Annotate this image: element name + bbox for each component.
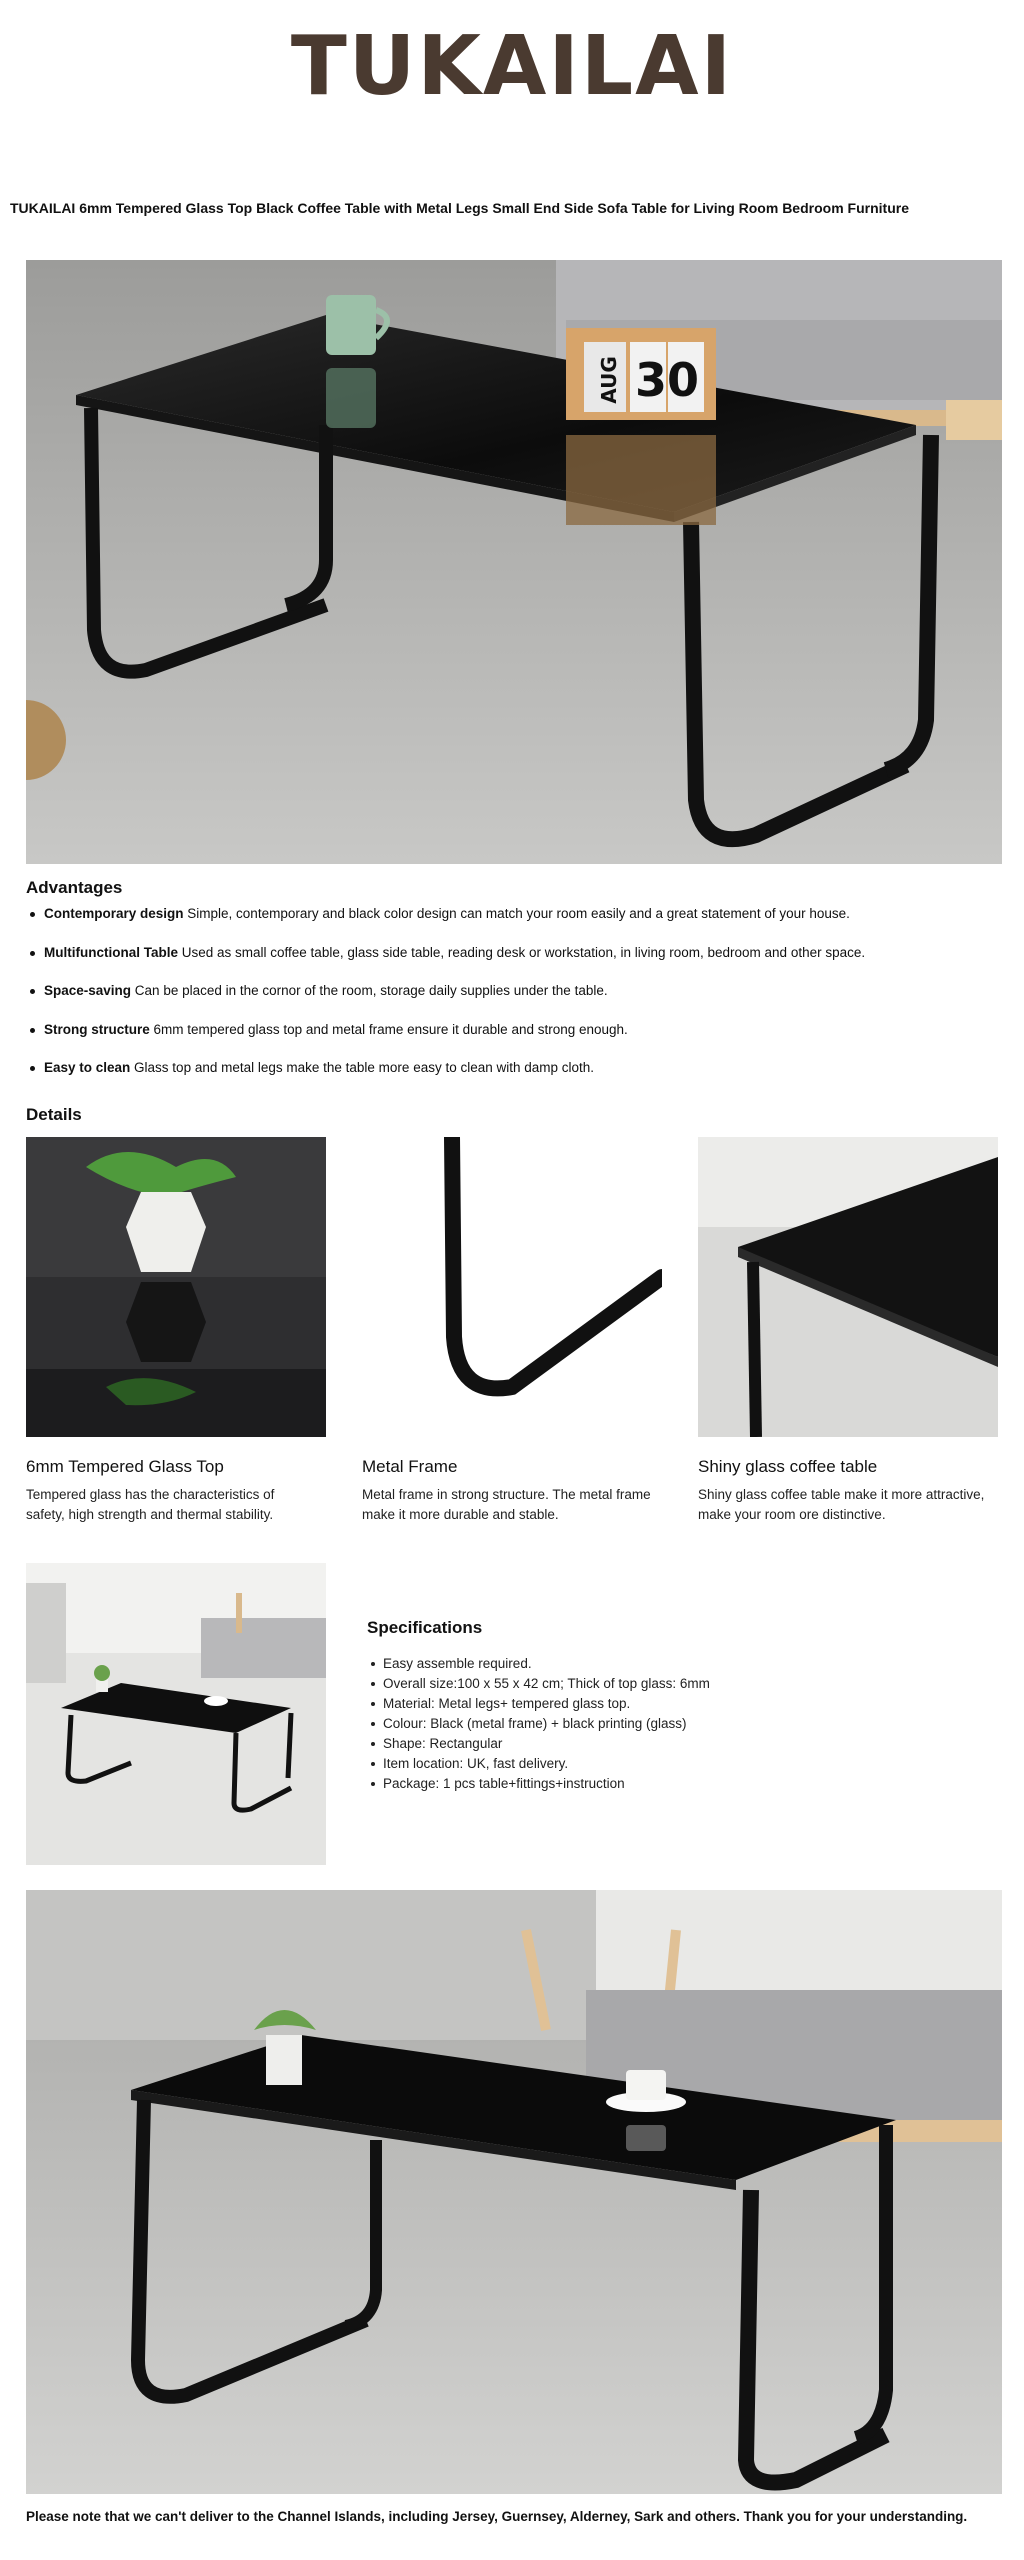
advantage-text: Glass top and metal legs make the table more easy to clean with damp cloth. — [130, 1060, 595, 1075]
spec-item: Package: 1 pcs table+fittings+instruction — [367, 1774, 987, 1794]
detail-image-metal-frame — [362, 1137, 662, 1437]
detail-title: Shiny glass coffee table — [698, 1457, 878, 1476]
spec-item: Easy assemble required. — [367, 1654, 987, 1674]
spec-item: Overall size:100 x 55 x 42 cm; Thick of top glass: 6mm — [367, 1674, 987, 1694]
advantage-term: Multifunctional Table — [44, 944, 178, 960]
spec-item: Material: Metal legs+ tempered glass top. — [367, 1694, 987, 1714]
advantages-heading: Advantages — [26, 878, 123, 897]
product-title: TUKAILAI 6mm Tempered Glass Top Black Coffee Table with Metal Legs Small End Side Sofa Table for Living Room Bedroom Furniture — [10, 200, 909, 216]
delivery-note: Please note that we can't deliver to the Channel Islands, including Jersey, Guernsey, Alderney, Sark and others. Thank you for your understanding. — [26, 2509, 968, 2524]
advantage-term: Easy to clean — [44, 1060, 131, 1075]
detail-image-glass-top — [26, 1137, 326, 1437]
details-heading: Details — [26, 1105, 82, 1124]
advantage-item — [26, 982, 1006, 1021]
advantage-text: Can be placed in the cornor of the room, storage daily supplies under the table. — [131, 983, 608, 998]
calendar-month: AUG — [597, 356, 621, 404]
hero-product-image — [26, 260, 1002, 864]
advantage-term: Strong structure — [44, 1021, 150, 1037]
brand-logo-image — [282, 26, 742, 106]
spec-item: Colour: Black (metal frame) + black printing (glass) — [367, 1714, 987, 1734]
advantage-item — [26, 905, 1006, 944]
advantage-item — [26, 1059, 1006, 1098]
detail-image-shiny-glass — [698, 1137, 998, 1437]
advantage-item — [26, 944, 1006, 983]
detail-card-glass-top — [26, 1137, 326, 1525]
detail-title: 6mm Tempered Glass Top — [26, 1457, 224, 1476]
detail-title: Metal Frame — [362, 1457, 458, 1476]
advantages-list — [26, 905, 1006, 1098]
detail-card-shiny-glass — [698, 1137, 998, 1525]
advantage-text: Used as small coffee table, glass side table, reading desk or workstation, in living room, bedroom and other space. — [178, 944, 866, 960]
advantage-term: Contemporary design — [44, 906, 184, 921]
advantage-term: Space-saving — [44, 983, 132, 998]
detail-description: Tempered glass has the characteristics of safety, high strength and thermal stability. — [26, 1487, 275, 1522]
detail-card-metal-frame — [362, 1137, 662, 1525]
detail-description: Metal frame in strong structure. The metal frame make it more durable and stable. — [362, 1487, 651, 1522]
bottom-product-image — [26, 1890, 1002, 2494]
specifications-block — [367, 1618, 987, 1794]
detail-description: Shiny glass coffee table make it more attractive, make your room ore distinctive. — [698, 1487, 985, 1522]
advantage-text: 6mm tempered glass top and metal frame ensure it durable and strong enough. — [149, 1021, 628, 1037]
advantage-item — [26, 1021, 1006, 1060]
specifications-list — [367, 1654, 987, 1794]
brand-logo-text: TUKAILAI — [290, 26, 734, 106]
spec-item: Shape: Rectangular — [367, 1734, 987, 1754]
specifications-title: Specifications — [367, 1618, 483, 1637]
specifications-image — [26, 1563, 326, 1865]
brand-logo — [0, 26, 1024, 106]
calendar-day: 30 — [634, 353, 700, 407]
spec-item: Item location: UK, fast delivery. — [367, 1754, 987, 1774]
advantage-text: Simple, contemporary and black color design can match your room easily and a great statement of your house. — [183, 906, 850, 921]
